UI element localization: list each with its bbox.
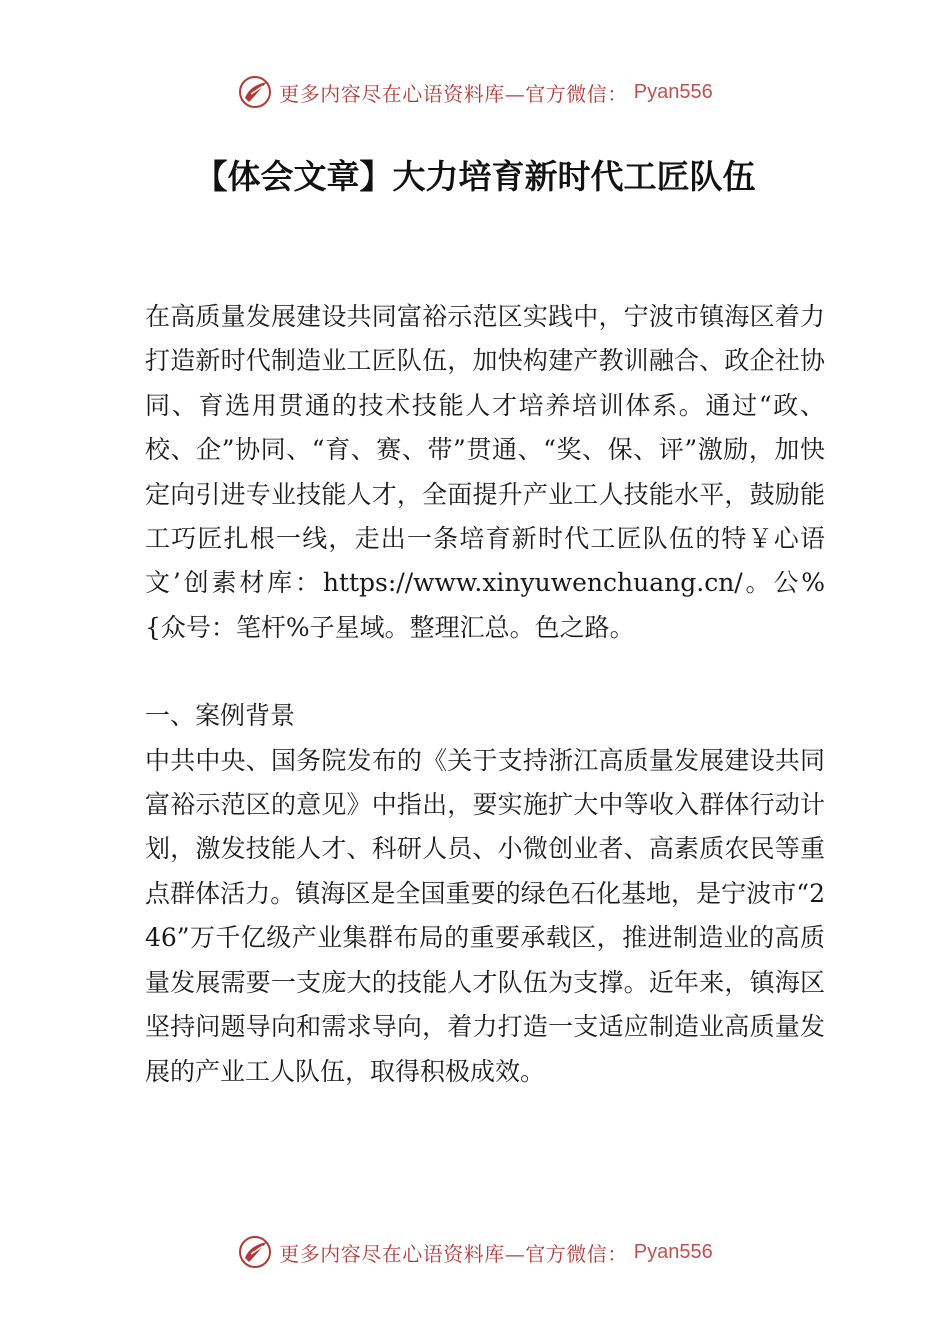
paragraph-gap — [145, 650, 825, 694]
watermark-banner-top — [0, 72, 950, 112]
watermark-contact: Pyan556 — [633, 80, 713, 103]
section-paragraph: 中共中央、国务院发布的《关于支持浙江高质量发展建设共同富裕示范区的意见》中指出，要实施扩大中等收入群体行动计划，激发技能人才、科研人员、小微创业者、高素质农民等重点群体活力。镇海区是全国重要的绿色石化基地，是宁波市“246”万千亿级产业集群布局的重要承载区，推进制造业的高质量发展需要一支庞大的技能人才队伍为支撑。近年来，镇海区坚持问题导向和需求导向，着力打造一支适应制造业高质量发展的产业工人队伍，取得积极成效。 — [145, 745, 825, 1086]
intro-paragraph: 在高质量发展建设共同富裕示范区实践中，宁波市镇海区着力打造新时代制造业工匠队伍，加快构建产教训融合、政企社协同、育选用贯通的技术技能人才培养培训体系。通过“政、校、企”协同、“育、赛、带”贯通、“奖、保、评”激励，加快定向引进专业技能人才，全面提升产业工人技能水平，鼓励能工巧匠扎根一线，走出一条培育新时代工匠队伍的特￥心语文’创素材库：https://www.xinyuwenchuang.cn/。公%{众号：笔杆%子星域。整理汇总。色之路。 — [145, 302, 825, 642]
watermark-banner-bottom — [0, 1232, 950, 1272]
watermark-text: 更多内容尽在心语资料库—官方微信： — [279, 81, 628, 106]
section-heading: 一、案例背景 — [145, 701, 296, 731]
document-title: 【体会文章】大力培育新时代工匠队伍 — [194, 157, 756, 196]
watermark-contact: Pyan556 — [633, 1240, 713, 1263]
document-body — [145, 295, 825, 1094]
hand-logo-icon — [237, 74, 273, 110]
hand-logo-icon — [237, 1234, 273, 1270]
watermark-text: 更多内容尽在心语资料库—官方微信： — [279, 1241, 628, 1266]
